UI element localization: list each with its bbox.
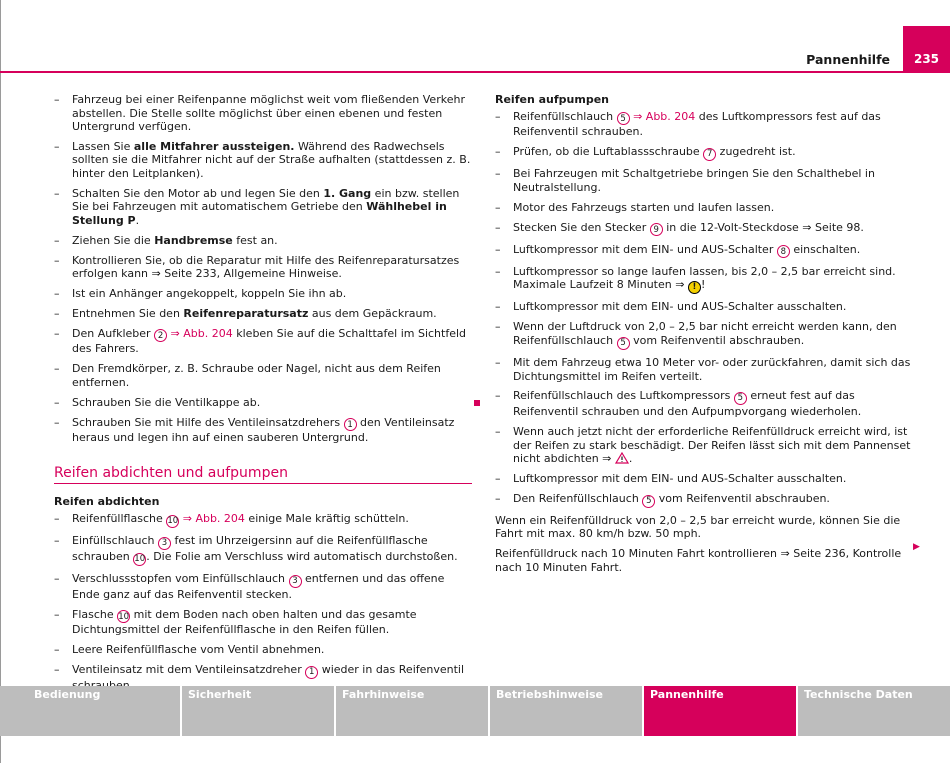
text-run: . [135, 213, 140, 227]
list-item [495, 472, 915, 486]
text-run: in die 12-Volt-Steckdose ⇒ Seite 98. [662, 220, 864, 234]
section-title: Reifen abdichten und aufpumpen [54, 467, 472, 485]
callout-number: 9 [650, 223, 663, 236]
paragraph-speed: Wenn ein Reifenfülldruck von 2,0 – 2,5 bar erreicht wurde, können Sie die Fahrt mit max. 80 km/h bzw. 50 mph. [495, 513, 901, 541]
text-run: Fahrzeug bei einer Reifenpanne möglichst weit vom fließenden Verkehr abstellen. Die Stelle sollte möglichst über einen ebenen und festen Untergrund verfügen. [72, 93, 465, 133]
list-item [495, 265, 915, 294]
text-run: Ist ein Anhänger angekoppelt, koppeln Sie ihn ab. [72, 286, 347, 300]
preparation-steps [54, 93, 472, 445]
tab-bedienung[interactable]: Bedienung [0, 686, 180, 736]
sealing-steps [54, 512, 472, 692]
list-item [54, 572, 472, 601]
text-run: vom Reifenventil abschrauben. [629, 333, 805, 347]
text-run: Motor des Fahrzeugs starten und laufen lassen. [513, 200, 775, 214]
text-run: entfernen und das offene Ende ganz auf das Reifenventil stecken. [72, 571, 445, 601]
list-item [54, 287, 472, 301]
warning-triangle-icon [615, 452, 629, 464]
list-item [495, 492, 915, 508]
subheading-seal: Reifen abdichten [54, 495, 160, 509]
callout-number: 5 [642, 495, 655, 508]
callout-number: 2 [154, 329, 167, 342]
text-run: kleben Sie auf die Schalttafel im Sichtfeld des Fahrers. [72, 326, 467, 356]
callout-number: 8 [777, 245, 790, 258]
list-item [54, 534, 472, 566]
text-run: fest an. [232, 233, 278, 247]
text-run: zugedreht ist. [716, 145, 796, 159]
callout-number: 5 [617, 112, 630, 125]
list-item [54, 254, 472, 281]
tab-fahrhinweise[interactable]: Fahrhinweise [336, 686, 488, 736]
text-run: Luftkompressor mit dem EIN- und AUS-Schalter [513, 242, 777, 256]
subheading-inflate: Reifen aufpumpen [495, 93, 609, 106]
text-run: Lassen Sie [72, 139, 134, 153]
text-run: alle Mitfahrer aussteigen. [133, 139, 295, 153]
list-item [495, 110, 915, 139]
tab-betriebshinweise[interactable]: Betriebshinweise [490, 686, 642, 736]
list-item [495, 425, 915, 466]
page-header [0, 0, 950, 73]
section-end-square [474, 400, 480, 406]
text-run: aus dem Gepäckraum. [308, 306, 437, 320]
text-run: Verschlussstopfen vom Einfüllschlauch [72, 571, 289, 585]
tab-pannenhilfe[interactable]: Pannenhilfe [644, 686, 796, 736]
list-item [54, 307, 472, 321]
text-run: Ziehen Sie die [72, 233, 155, 247]
page-edge-rule [0, 0, 1, 763]
tab-technische-daten[interactable]: Technische Daten [798, 686, 950, 736]
callout-number: 10 [167, 515, 179, 526]
text-run: vom Reifenventil abschrauben. [655, 491, 830, 505]
callout-number: 10 [134, 553, 146, 564]
list-item [495, 389, 915, 418]
text-run: Ventileinsatz mit dem Ventileinsatzdreher [72, 663, 306, 677]
list-item [495, 356, 915, 383]
list-item [54, 140, 472, 181]
text-run: Reifenfüllschlauch des Luftkompressors [513, 389, 734, 403]
text-run: Schrauben Sie die Ventilkappe ab. [72, 395, 261, 409]
cross-reference-link[interactable]: ⇒ Abb. 204 [179, 511, 245, 525]
text-run: Luftkompressor mit dem EIN- und AUS-Schalter ausschalten. [513, 471, 847, 485]
cross-reference-link[interactable]: ⇒ Abb. 204 [167, 326, 233, 340]
list-item [54, 643, 472, 657]
text-run: ein bzw. stellen Sie bei Fahrzeugen mit automatischem Getriebe den [72, 186, 460, 214]
callout-number: 3 [158, 537, 171, 550]
callout-number: 3 [289, 575, 302, 588]
header-rule [0, 71, 950, 73]
list-item [495, 201, 915, 215]
text-run: wieder in das Reifenventil [321, 663, 465, 677]
text-run: Schalten Sie den Motor ab und legen Sie den [72, 186, 324, 200]
text-run: 1. Gang [323, 186, 372, 200]
text-run: Kontrollieren Sie, ob die Reparatur mit Hilfe des Reifenreparatursatzes erfolgen kann ⇒ Seite 233, Allgemeine Hinweise. [72, 253, 460, 281]
callout-number: 7 [703, 148, 716, 161]
text-run: . Die Folie am Verschluss wird automatisch durchstoßen. [146, 549, 458, 563]
list-item [54, 362, 472, 389]
text-run: . [628, 452, 633, 466]
text-run: ! [700, 278, 706, 292]
list-item [495, 145, 915, 161]
text-run: Während des Radwechsels sollten sie die Mitfahrer nicht auf der Straße aufhalten (stattdessen z. B. hinter den Leitplanken). [72, 139, 471, 180]
header-section-title: Pannenhilfe [806, 52, 890, 67]
left-column [54, 93, 472, 699]
text-run: Den Aufkleber [72, 326, 155, 340]
text-run: einschalten. [789, 242, 861, 256]
list-item [54, 608, 472, 637]
list-item [54, 396, 472, 410]
callout-number: 10 [118, 611, 130, 622]
text-run: erneut fest auf das Reifenventil schrauben und den Aufpumpvorgang wiederholen. [513, 389, 862, 419]
list-item [495, 243, 915, 259]
paragraph-check: Reifenfülldruck nach 10 Minuten Fahrt kontrollieren ⇒ Seite 236, Kontrolle nach 10 Minuten Fahrt. [495, 547, 902, 574]
text-run: Mit dem Fahrzeug etwa 10 Meter vor- oder zurückfahren, damit sich das Dichtungsmittel im Reifen verteilt. [513, 356, 911, 383]
list-item [54, 327, 472, 356]
text-run: Bei Fahrzeugen mit Schaltgetriebe bringen Sie den Schalthebel in Neutralstellung. [513, 167, 875, 194]
list-item [54, 416, 472, 445]
list-item [54, 93, 472, 134]
list-item [495, 167, 915, 194]
chapter-tabs [0, 686, 950, 736]
text-run: Entnehmen Sie den [72, 306, 184, 320]
text-run: Prüfen, ob die Luftablassschraube [513, 145, 704, 159]
text-run: Leere Reifenfüllflasche vom Ventil abnehmen. [72, 643, 325, 657]
callout-number: 5 [734, 392, 747, 405]
page-number: 235 [913, 52, 940, 66]
callout-number: 5 [617, 337, 630, 350]
callout-number: 1 [344, 418, 357, 431]
list-item [495, 221, 915, 237]
text-run: Reifenreparatursatz [183, 306, 309, 320]
text-run: Den Reifenfüllschlauch [513, 491, 643, 505]
page-number-badge [903, 26, 950, 72]
inflation-steps [495, 110, 915, 508]
text-run: mit dem Boden nach oben halten und das gesamte Dichtungsmittel der Reifenfüllflasche in den Reifen füllen. [72, 607, 417, 637]
text-run: Flasche [72, 607, 118, 621]
text-run: Einfüllschlauch [72, 534, 158, 548]
text-run: Luftkompressor mit dem EIN- und AUS-Schalter ausschalten. [513, 300, 847, 314]
text-run: Reifenfüllschlauch [513, 109, 617, 123]
continue-arrow-icon: ▶ [913, 542, 920, 552]
list-item [495, 300, 915, 314]
list-item [54, 234, 472, 248]
text-run: Stecken Sie den Stecker [513, 220, 650, 234]
list-item [54, 187, 472, 228]
caution-circle-icon: ! [688, 281, 701, 294]
callout-number: 1 [305, 666, 318, 679]
text-run: des Luftkompressors fest auf das Reifenventil schrauben. [513, 109, 881, 139]
text-run: fest im Uhrzeigersinn auf die Reifenfüllflasche schrauben [72, 534, 428, 563]
list-item [54, 512, 472, 528]
text-run: Luftkompressor so lange laufen lassen, bis 2,0 – 2,5 bar erreicht sind. Maximale Laufzeit 8 Minuten ⇒ [513, 264, 896, 292]
cross-reference-link[interactable]: ⇒ Abb. 204 [629, 109, 696, 123]
text-run: Wenn auch jetzt nicht der erforderliche Reifenfülldruck erreicht wird, ist der Reifen zu stark beschädigt. Der Reifen lässt sich mit dem Pannenset nicht abdichten ⇒ [513, 425, 911, 466]
text-run: Wenn der Luftdruck von 2,0 – 2,5 bar nicht erreicht werden kann, den Reifenfüllschlauch [513, 320, 897, 347]
tab-sicherheit[interactable]: Sicherheit [182, 686, 334, 736]
text-run: den Ventileinsatz heraus und legen ihn auf einen sauberen Untergrund. [72, 415, 455, 445]
text-run: Wählhebel in Stellung P [72, 200, 447, 227]
text-run: Schrauben Sie mit Hilfe des Ventileinsatzdrehers [72, 415, 344, 429]
text-run: Handbremse [154, 233, 233, 247]
text-run: Den Fremdkörper, z. B. Schraube oder Nagel, nicht aus dem Reifen entfernen. [72, 362, 441, 389]
text-run: einige Male kräftig schütteln. [244, 511, 409, 525]
right-column [495, 93, 915, 581]
list-item [495, 320, 915, 349]
text-run: Reifenfüllflasche [72, 511, 167, 525]
